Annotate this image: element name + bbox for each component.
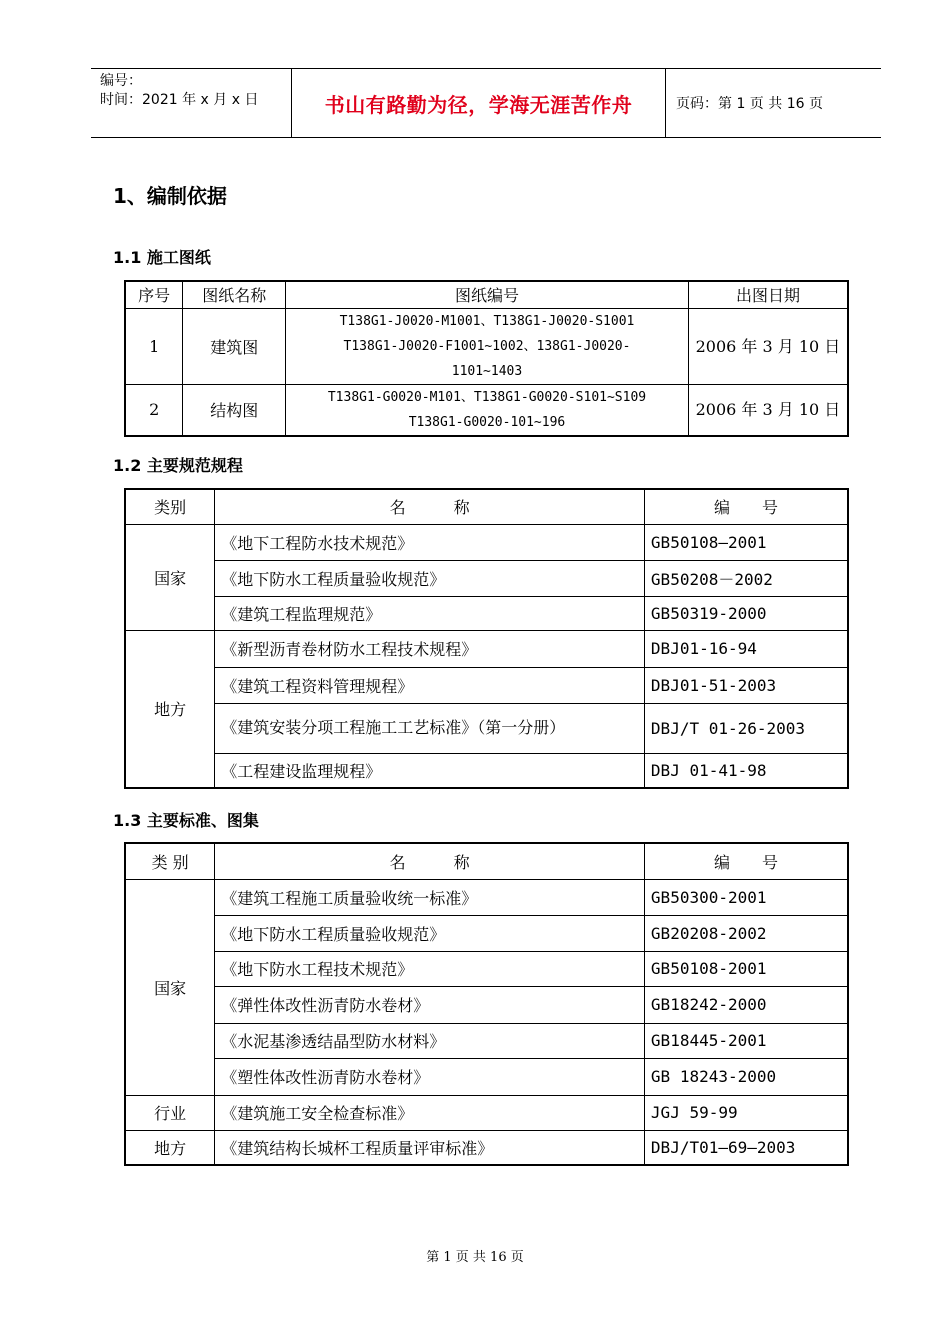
table-row [125,1023,848,1058]
drawing-name: 建筑图 [183,308,286,384]
standard-name: 《建筑安装分项工程施工工艺标准》（第一分册） [215,703,645,753]
table-row [125,524,848,560]
standard-name: 《弹性体改性沥青防水卷材》 [215,986,645,1023]
table-row [125,667,848,703]
standard-code: GB50108—2001 [644,524,848,560]
col-header: 图纸编号 [286,281,689,308]
standard-code: GB20208-2002 [644,915,848,951]
standard-name: 《水泥基渗透结晶型防水材料》 [215,1023,645,1058]
number-label: 编号： [100,73,142,89]
code-line: T138G1-G0020-M101、T138G1-G0020-S101~S109 [327,389,647,405]
table-row [125,753,848,788]
drawing-code [286,384,689,436]
section-title-1-3: 1.3 主要标准、图集 [113,811,259,830]
table-row [125,596,848,630]
section-title-1: 1、编制依据 [113,184,227,208]
row-number: 2 [125,384,183,436]
table-row [125,630,848,667]
standard-code: GB50300-2001 [644,879,848,915]
standard-name: 《建筑施工安全检查标准》 [215,1095,645,1130]
col-header: 名 称 [215,489,645,524]
table-row [125,1095,848,1130]
table-row [125,560,848,596]
time-label: 时间：2021 年 x 月 x 日 [100,92,259,108]
table-row [125,951,848,986]
header-page-info: 页码：第 1 页 共 16 页 [676,96,823,112]
table-row [125,986,848,1023]
drawing-code [286,308,689,384]
standard-code: DBJ/T01—69—2003 [644,1130,848,1165]
col-header: 编 号 [644,489,848,524]
standard-name: 《建筑结构长城杯工程质量评审标准》 [215,1130,645,1165]
table-row [125,879,848,915]
col-header: 类 别 [125,843,215,879]
code-line: T138G1-J0020-F1001~1002、138G1-J0020- [343,338,631,354]
col-header: 编 号 [644,843,848,879]
header-motto: 书山有路勤为径，学海无涯苦作舟 [292,69,666,137]
codes-table [124,488,849,789]
col-header: 序号 [125,281,183,308]
col-header: 出图日期 [688,281,848,308]
drawings-table [124,280,849,437]
category-cell: 地方 [125,630,215,788]
table-header-row [125,843,848,879]
standard-name: 《新型沥青卷材防水工程技术规程》 [215,630,645,667]
document-header [91,68,881,138]
standard-name: 《地下工程防水技术规范》 [215,524,645,560]
drawing-name: 结构图 [183,384,286,436]
issue-date: 2006 年 3 月 10 日 [688,384,848,436]
standard-code: GB50319-2000 [644,596,848,630]
standard-name: 《工程建设监理规程》 [215,753,645,788]
standard-code: DBJ01-51-2003 [644,667,848,703]
col-header: 类别 [125,489,215,524]
standard-code: GB18445-2001 [644,1023,848,1058]
table-header-row [125,489,848,524]
table-row [125,915,848,951]
code-line: T138G1-J0020-M1001、T138G1-J0020-S1001 [339,313,635,329]
standard-code: DBJ01-16-94 [644,630,848,667]
code-line: T138G1-G0020-101~196 [408,414,566,430]
table-row [125,1130,848,1165]
standard-code: GB 18243-2000 [644,1058,848,1095]
standard-name: 《建筑工程资料管理规程》 [215,667,645,703]
col-header: 名 称 [215,843,645,879]
standard-name: 《建筑工程监理规范》 [215,596,645,630]
standard-code: GB50108-2001 [644,951,848,986]
category-cell: 行业 [125,1095,215,1130]
code-line: 1101~1403 [451,363,523,379]
standard-name: 《地下防水工程质量验收规范》 [215,915,645,951]
standard-code: DBJ/T 01-26-2003 [644,703,848,753]
standard-code: DBJ 01-41-98 [644,753,848,788]
header-meta [91,69,292,137]
section-title-1-2: 1.2 主要规范规程 [113,456,243,475]
page-footer: 第 1 页 共 16 页 [426,1250,524,1265]
category-cell: 国家 [125,879,215,1095]
category-cell: 国家 [125,524,215,630]
standard-name: 《建筑工程施工质量验收统一标准》 [215,879,645,915]
standard-name: 《塑性体改性沥青防水卷材》 [215,1058,645,1095]
table-row [125,384,848,436]
standard-name: 《地下防水工程质量验收规范》 [215,560,645,596]
table-row [125,703,848,753]
standard-code: GB18242-2000 [644,986,848,1023]
row-number: 1 [125,308,183,384]
table-row [125,308,848,384]
standard-code: GB50208－2002 [644,560,848,596]
col-header: 图纸名称 [183,281,286,308]
table-header-row [125,281,848,308]
standard-code: JGJ 59-99 [644,1095,848,1130]
table-row [125,1058,848,1095]
issue-date: 2006 年 3 月 10 日 [688,308,848,384]
standards-table [124,842,849,1166]
section-title-1-1: 1.1 施工图纸 [113,248,211,267]
standard-name: 《地下防水工程技术规范》 [215,951,645,986]
category-cell: 地方 [125,1130,215,1165]
